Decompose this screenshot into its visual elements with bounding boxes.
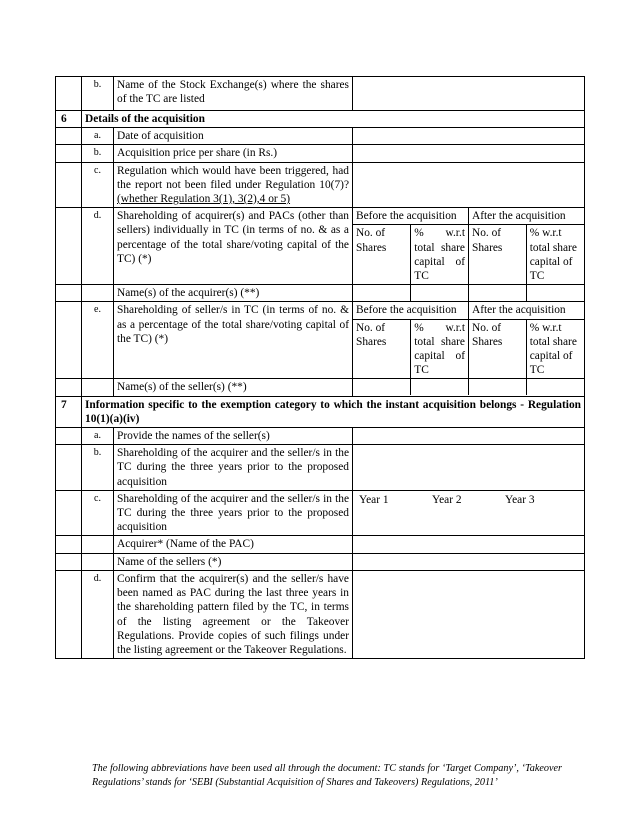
row-label: Shareholding of the acquirer and the seller/s in the TC during the three years prior to the proposed acquisition (114, 445, 353, 491)
value-cell[interactable] (353, 428, 585, 445)
section-title: Details of the acquisition (82, 111, 585, 128)
value-cell[interactable] (353, 77, 585, 111)
row-acquirer-pac (56, 536, 585, 553)
percent-share-header: % w.r.t total share capital of TC (411, 225, 469, 284)
row-label: Date of acquisition (114, 128, 353, 145)
no-of-shares-header: No. of Shares (469, 225, 527, 284)
before-acquisition-header: Before the acquisition (353, 302, 469, 319)
value-cell[interactable] (411, 379, 469, 395)
shareholding-grid (353, 302, 585, 379)
row-label: Name of the sellers (*) (114, 553, 353, 570)
row-regulation-triggered (56, 162, 585, 208)
value-cell[interactable] (353, 570, 585, 658)
row-label: Acquirer* (Name of the PAC) (114, 536, 353, 553)
row-number (56, 77, 82, 111)
row-letter: b. (82, 77, 114, 111)
no-of-shares-header: No. of Shares (353, 319, 411, 378)
section-number: 6 (56, 111, 82, 128)
row-acquisition-price (56, 145, 585, 162)
regulation-reference: (whether Regulation 3(1), 3(2),4 or 5) (117, 193, 291, 206)
row-date-of-acquisition (56, 128, 585, 145)
row-shareholding-yearwise (56, 490, 585, 536)
no-of-shares-header: No. of Shares (469, 319, 527, 378)
row-shareholding-three-years (56, 445, 585, 491)
value-cell[interactable] (526, 379, 584, 395)
row-letter: d. (82, 570, 114, 658)
value-cell[interactable] (353, 553, 585, 570)
row-label: Shareholding of the acquirer and the seller/s in the TC during the three years prior to the proposed acquisition (114, 490, 353, 536)
value-cell[interactable] (353, 445, 585, 491)
row-confirm-pac (56, 570, 585, 658)
row-letter: d. (82, 208, 114, 285)
section-6-header (56, 111, 585, 128)
row-stock-exchange (56, 77, 585, 111)
row-letter: b. (82, 145, 114, 162)
row-sellers-names (56, 553, 585, 570)
section-number: 7 (56, 396, 82, 427)
row-letter: b. (82, 445, 114, 491)
value-cell[interactable] (469, 285, 527, 301)
shareholding-grid (353, 208, 585, 285)
row-acquirer-shareholding (56, 208, 585, 285)
value-cell[interactable] (526, 285, 584, 301)
percent-share-header: % w.r.t total share capital of TC (526, 225, 584, 284)
row-label: Name of the Stock Exchange(s) where the shares of the TC are listed (114, 77, 353, 111)
row-letter: e. (82, 302, 114, 379)
row-label: Shareholding of seller/s in TC (in terms of no. & as a percentage of the total share/voting capital of the TC) (*) (114, 302, 353, 379)
row-label: Name(s) of the acquirer(s) (**) (114, 285, 353, 302)
row-label: Shareholding of acquirer(s) and PACs (other than sellers) individually in TC (in terms of no. & as a percentage of the total share/voting capital of the TC) (*) (114, 208, 353, 285)
after-acquisition-header: After the acquisition (469, 208, 585, 225)
value-cell[interactable] (353, 536, 585, 553)
percent-share-header: % w.r.t total share capital of TC (411, 319, 469, 378)
row-letter: a. (82, 128, 114, 145)
value-cell[interactable] (411, 285, 469, 301)
year-3-label: Year 3 (505, 493, 535, 506)
row-letter: c. (82, 162, 114, 208)
row-seller-names (56, 379, 585, 396)
acquisition-form-table (55, 76, 585, 659)
row-label: Confirm that the acquirer(s) and the seller/s have been named as PAC during the last three years in the shareholding pattern filed by the TC, in terms of the listing agreement or the Takeover Regulations. Provide copies of such filings under the listing agreement or the Takeover Regulations. (114, 570, 353, 658)
year-1-label: Year 1 (359, 493, 389, 506)
value-cell[interactable] (353, 285, 411, 301)
abbreviations-footnote: The following abbreviations have been used all through the document: TC stands for ‘Target Company’, ‘Takeover Regulations’ stands for ‘SEBI (Substantial Acquisition of Shares and Takeovers) Regulations, 2011’ (92, 763, 562, 788)
no-of-shares-header: No. of Shares (353, 225, 411, 284)
row-label: Acquisition price per share (in Rs.) (114, 145, 353, 162)
section-7-header (56, 396, 585, 427)
row-label (114, 162, 353, 208)
value-cell[interactable] (469, 379, 527, 395)
year-columns (353, 490, 585, 536)
row-seller-shareholding (56, 302, 585, 379)
row-acquirer-names (56, 285, 585, 302)
after-acquisition-header: After the acquisition (469, 302, 585, 319)
before-acquisition-header: Before the acquisition (353, 208, 469, 225)
percent-share-header: % w.r.t total share capital of TC (526, 319, 584, 378)
value-cell[interactable] (353, 162, 585, 208)
row-seller-names-list (56, 428, 585, 445)
value-cell[interactable] (353, 379, 411, 395)
value-cell[interactable] (353, 128, 585, 145)
row-label: Provide the names of the seller(s) (114, 428, 353, 445)
year-2-label: Year 2 (432, 493, 462, 506)
row-letter: c. (82, 490, 114, 536)
row-label: Name(s) of the seller(s) (**) (114, 379, 353, 396)
value-cell[interactable] (353, 145, 585, 162)
section-title: Information specific to the exemption category to which the instant acquisition belongs - Regulation 10(1)(a)(iv) (82, 396, 585, 427)
row-label-text: Regulation which would have been triggered, had the report not been filed under Regulation 10(7)? (117, 164, 349, 191)
row-letter: a. (82, 428, 114, 445)
